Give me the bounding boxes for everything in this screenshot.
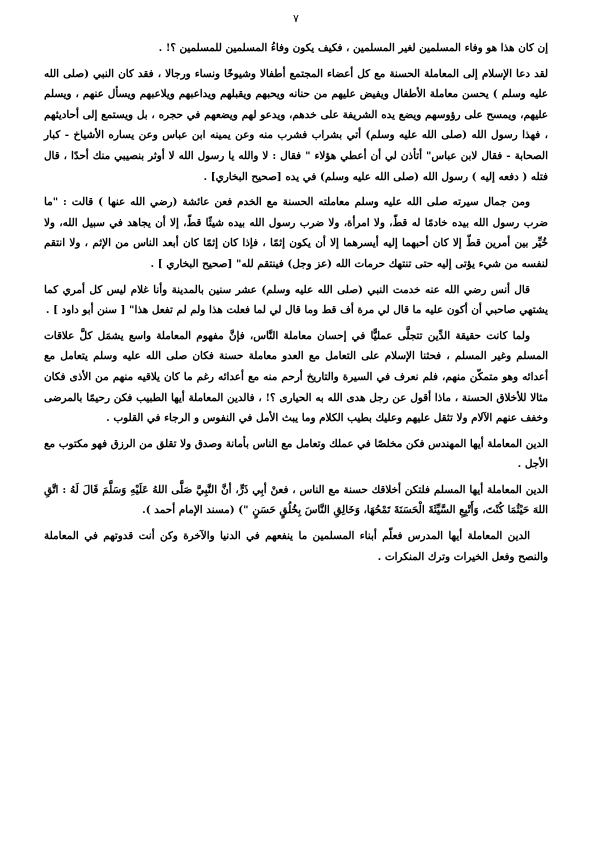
paragraph: الدين المعاملة أيها المهندس فكن مخلصًا في عملك وتعامل مع الناس بأمانة وصدق ولا تقلق من الرزق فهو مكتوب مع الأجل . — [44, 437, 549, 471]
paragraph: ومن جمال سيرته صلى الله عليه وسلم معاملته الحسنة مع الخدم فعن عائشة (رضي الله عنها ) قالت : "ما ضرب رسول الله بيده خادمًا له قطّ، ولا امرأة، ولا ضرب رسول الله بيده شيئًا قطّ، إلا أن يجاهد في سبيل الله، ولا خُيِّر بين أمرين قطّ إلا كان أحبهما إليه أيسرهما إلا أن يكون إثمًا ، فإذا كان إثمًا كان أبعد الناس من الإثم ، ولا انتقم لنفسه من شيء يؤتى إليه حتى تنتهك حرمات الله (عز وجل) فينتقم لله" [صحيح البخاري ] . — [44, 196, 548, 270]
paragraph: قال أنس رضي الله عنه خدمت النبي (صلى الله عليه وسلم) عشر سنين بالمدينة وأنا غلام ليس كل أمري كما يشتهي صاحبي أن أكون عليه ما قال لي مرة أف قط وما قال لي لما فعلت هذا ولم لم تفعل هذا" [ سنن أبو داود ] . — [44, 283, 548, 317]
paragraph: إن كان هذا هو وفاء المسلمين لغير المسلمين ، فكيف يكون وفاءُ المسلمين للمسلمين ؟! . — [158, 42, 548, 54]
paragraph: ولما كانت حقيقة الدِّين تتجلَّى عمليًّا في إحسان معاملة النَّاس، فإنَّ مفهوم المعاملة واسع يشمَل كلَّ علاقات المسلم وغير المسلم ، فحثنا الإسلام على التعامل مع العدو معاملة حسنة فكان صلى الله عليه وسلم يتعامل مع أعدائه وهو متمكّن منهم، فلم نعرف في السيرة والتاريخ أرحم منه مع أعدائه رغم ما كان يلاقيه منهم من الأذى فكان مثالا للأخلاق الحسنة ، ماذا أقول عن رجل هدى الله به الحيارى ؟! ، فالدين المعاملة أيها الطبيب فكن رحيمًا بالمرضى وخفف عنهم الآلام ولا تثقل عليهم وعليك بطيب الكلام وما يبث الأمل في النفوس و الرجاء في القلوب . — [44, 329, 548, 425]
page-number: ٧ — [293, 12, 299, 25]
body-text — [44, 38, 548, 567]
paragraph: الدين المعاملة أيها المسلم فلتكن أخلاقك حسنة مع الناس ، فعنْ أبِي ذَرٍّ، أنَّ النَّبِيَّ صَلَّى اللهُ عَلَيْهِ وَسَلَّمَ قَالَ لَهُ : اتَّقِ اللهَ حَيْثُمَا كُنْتَ، وَأَتْبِعِ السَّيِّئَةَ الْحَسَنَةَ تَمْحُهَا، وَخَالِقِ النَّاسَ بِخُلُقٍ حَسَنٍ ") (مسند الإمام أحمد ). — [44, 483, 548, 517]
paragraph: الدين المعاملة أيها المدرس فعلّم أبناء المسلمين ما ينفعهم في الدنيا والآخرة وكن أنت قدوتهم في المعاملة والنصح وفعل الخيرات وترك المنكرات . — [44, 530, 548, 563]
paragraph: لقد دعا الإسلام إلى المعاملة الحسنة مع كل أعضاء المجتمع أطفالا وشيوخًا ونساء ورجالا ، فقد كان النبي (صلى الله عليه وسلم ) يحسن معاملة الأطفال ويفيض عليهم من حنانه ويحبهم ويقبلهم ويداعبهم ويلاعبهم ويسأل عنهم ، ويسلم عليهم، ويمسح على رؤوسهم ويضع يده الشريفة على خدهم، ويدعو لهم ويضعهم في حجره ، بل ويستمع إلى أحاديثهم ، فهذا رسول الله (صلى الله عليه وسلم) أتي بشراب فشرب منه وعن يمينه ابن عباس وعن يساره الأشياخ - كبار الصحابة - فقال لابن عباس" أتأذن لي أن أعطي هؤلاء " فقال : لا والله يا رسول الله لا أوثر بنصيبي منك أحدًا ، قال فتله ( دفعه إليه ) رسول الله (صلى الله عليه وسلم) في يده [صحيح البخاري] . — [44, 67, 548, 183]
